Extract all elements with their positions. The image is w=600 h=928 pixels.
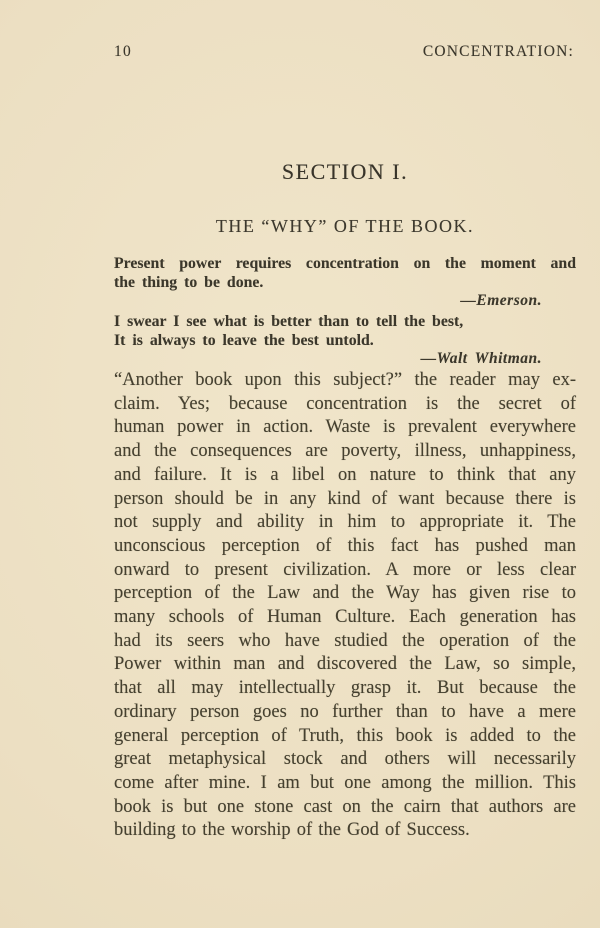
epigraphs [114, 255, 576, 371]
body-text-line: unconscious perception of this fact has pushed man [114, 535, 576, 556]
body-text-line: Power within man and discovered the Law, so simple, [114, 654, 576, 675]
epigraph [114, 255, 576, 310]
epigraph-line: I swear I see what is better than to tell the best, [114, 313, 464, 331]
body-text-line: “Another book upon this subject?” the reader may ex- [114, 370, 576, 390]
body-text-line: onward to present civilization. A more or less clear [114, 559, 576, 580]
body-text-line: come after mine. I am but one among the million. This [114, 772, 576, 793]
body-text-line: not supply and ability in him to appropriate it. The [114, 512, 576, 533]
body-text-line: and the consequences are poverty, illness, unhappiness, [114, 441, 576, 462]
running-header [114, 43, 574, 61]
body-text-line: had its seers who have studied the operation of the [114, 630, 576, 651]
body-text-line: human power in action. Waste is prevalent everywhere [114, 417, 576, 438]
body-text-line: person should be in any kind of want because there is [114, 488, 576, 509]
running-title: CONCENTRATION: [422, 43, 574, 60]
body-text-line: perception of the Law and the Way has given rise to [114, 583, 576, 604]
epigraph-line: the thing to be done. [114, 273, 264, 291]
body-text-line: that all may intellectually grasp it. But because the [114, 678, 576, 699]
body-text-line: building to the worship of the God of Success. [114, 820, 470, 841]
epigraph [114, 313, 576, 368]
body-text-line: many schools of Human Culture. Each generation has [114, 607, 576, 628]
body-paragraph [114, 369, 576, 843]
section-heading: SECTION I. [281, 159, 409, 184]
body-text-line: great metaphysical stock and others will necessarily [114, 749, 576, 770]
section-subtitle: THE “WHY” OF THE BOOK. [215, 216, 475, 236]
epigraph-attribution: —Emerson. [460, 292, 542, 310]
body-text-line: general perception of Truth, this book is added to the [114, 725, 576, 746]
epigraph-line: It is always to leave the best untold. [114, 331, 374, 349]
body-text-line: claim. Yes; because concentration is the secret of [114, 393, 576, 414]
body-text-line: ordinary person goes no further than to have a mere [114, 701, 576, 722]
epigraph-attribution: —Walt Whitman. [420, 350, 542, 368]
body-text-line: book is but one stone cast on the cairn that authors are [114, 796, 576, 817]
epigraph-line: Present power requires concentration on the moment and [114, 255, 576, 272]
page-number: 10 [114, 43, 132, 60]
body-text-line: and failure. It is a libel on nature to think that any [114, 464, 576, 485]
